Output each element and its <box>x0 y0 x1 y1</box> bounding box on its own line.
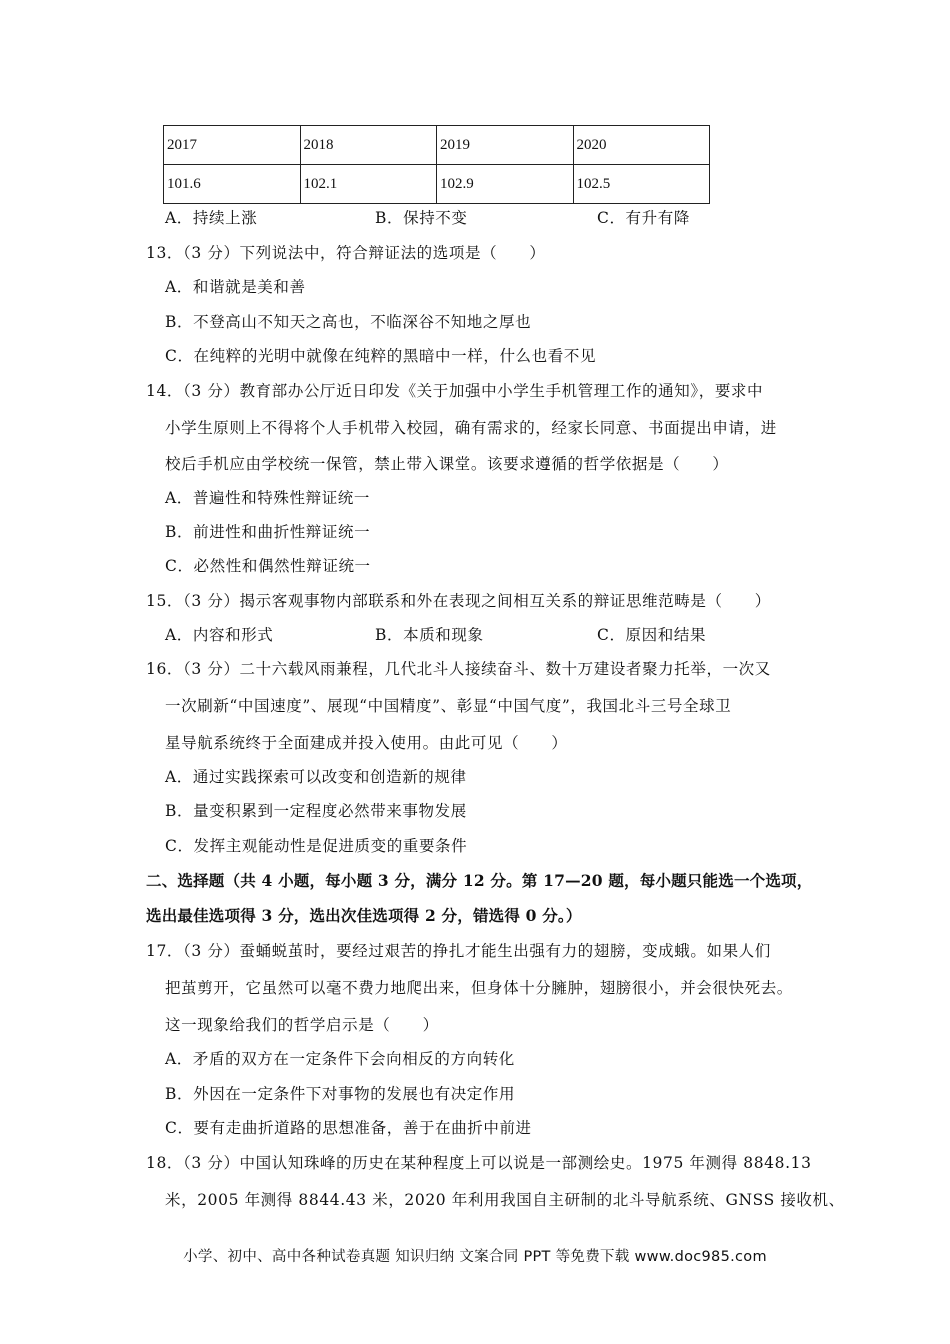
q16-choice-c: C．发挥主观能动性是促进质变的重要条件 <box>165 837 468 855</box>
q14-choice-a: A．普遍性和特殊性辩证统一 <box>165 489 370 507</box>
q16-choice-a: A．通过实践探索可以改变和创造新的规律 <box>165 768 467 786</box>
q17-choice-c: C．要有走曲折道路的思想准备，善于在曲折中前进 <box>165 1119 532 1137</box>
q14-stem-line: 小学生原则上不得将个人手机带入校园，确有需求的，经家长同意、书面提出申请，进 <box>165 419 777 437</box>
data-table <box>163 125 710 204</box>
q17-stem-line: 17．（3 分）蚕蛹蜕茧时，要经过艰苦的挣扎才能生出强有力的翅膀，变成蛾。如果人们 <box>146 942 771 960</box>
table-cell: 2017 <box>164 126 301 165</box>
q15-stem: 15．（3 分）揭示客观事物内部联系和外在表现之间相互关系的辩证思维范畴是（ ） <box>146 592 771 610</box>
q13-stem: 13．（3 分）下列说法中，符合辩证法的选项是（ ） <box>146 244 546 262</box>
q18-stem-line: 米，2005 年测得 8844.43 米，2020 年利用我国自主研制的北斗导航系统、GNSS 接收机、 <box>165 1191 845 1209</box>
q14-choice-b: B．前进性和曲折性辩证统一 <box>165 523 371 541</box>
q12-choice-c: C．有升有降 <box>597 209 690 227</box>
q18-stem-line: 18．（3 分）中国认知珠峰的历史在某种程度上可以说是一部测绘史。1975 年测得 8848.13 <box>146 1154 812 1172</box>
q14-stem-line: 14．（3 分）教育部办公厅近日印发《关于加强中小学生手机管理工作的通知》，要求中 <box>146 382 764 400</box>
table-row <box>164 126 710 165</box>
q14-choice-c: C．必然性和偶然性辩证统一 <box>165 557 371 575</box>
section-heading: 二、选择题（共 4 小题，每小题 3 分，满分 12 分。第 17—20 题，每小题只能选一个选项， <box>146 871 813 890</box>
q15-choice-c: C．原因和结果 <box>597 626 707 644</box>
section-heading: 选出最佳选项得 3 分，选出次佳选项得 2 分，错选得 0 分。） <box>146 906 582 925</box>
q12-choice-a: A．持续上涨 <box>165 209 258 227</box>
q16-choice-b: B．量变积累到一定程度必然带来事物发展 <box>165 802 467 820</box>
q16-stem-line: 星导航系统终于全面建成并投入使用。由此可见（ ） <box>165 734 568 752</box>
q12-choice-b: B．保持不变 <box>375 209 468 227</box>
q15-choice-a: A．内容和形式 <box>165 626 274 644</box>
q15-choice-b: B．本质和现象 <box>375 626 484 644</box>
table-row <box>164 165 710 204</box>
table-cell: 2020 <box>573 126 710 165</box>
q17-stem-line: 这一现象给我们的哲学启示是（ ） <box>165 1016 439 1034</box>
table-cell: 102.1 <box>300 165 437 204</box>
table-cell: 2019 <box>437 126 574 165</box>
page-footer: 小学、初中、高中各种试卷真题 知识归纳 文案合同 PPT 等免费下载 www.doc985.com <box>183 1249 767 1265</box>
table-cell: 102.5 <box>573 165 710 204</box>
q17-choice-b: B．外因在一定条件下对事物的发展也有决定作用 <box>165 1085 516 1103</box>
q13-choice-c: C．在纯粹的光明中就像在纯粹的黑暗中一样，什么也看不见 <box>165 347 597 365</box>
table-cell: 2018 <box>300 126 437 165</box>
q14-stem-line: 校后手机应由学校统一保管，禁止带入课堂。该要求遵循的哲学依据是（ ） <box>165 455 729 473</box>
q16-stem-line: 16．（3 分）二十六载风雨兼程，几代北斗人接续奋斗、数十万建设者聚力托举，一次又 <box>146 660 771 678</box>
q13-choice-b: B．不登高山不知天之高也，不临深谷不知地之厚也 <box>165 313 532 331</box>
q17-stem-line: 把茧剪开，它虽然可以毫不费力地爬出来，但身体十分臃肿，翅膀很小，并会很快死去。 <box>165 979 793 997</box>
q17-choice-a: A．矛盾的双方在一定条件下会向相反的方向转化 <box>165 1050 515 1068</box>
table-cell: 101.6 <box>164 165 301 204</box>
q13-choice-a: A．和谐就是美和善 <box>165 278 306 296</box>
table-cell: 102.9 <box>437 165 574 204</box>
q16-stem-line: 一次刷新“中国速度”、展现“中国精度”、彰显“中国气度”，我国北斗三号全球卫 <box>165 697 732 715</box>
